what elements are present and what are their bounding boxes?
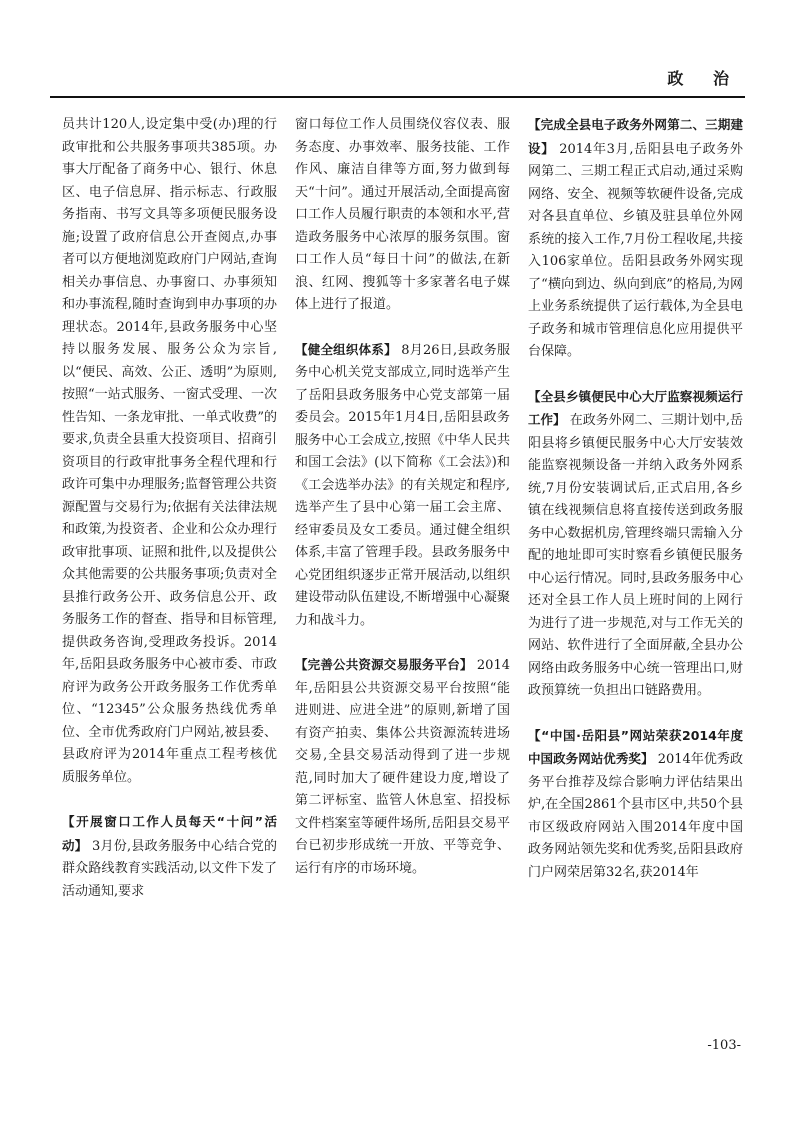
section-body: 2014年3月,岳阳县电子政务外网第二、三期工程正式启动,通过采购网络、安全、视频等软硬件设备,完成对各县直单位、乡镇及驻县单位外网系统的接入工作,7月份工程收尾,共接入106家单位。岳阳县政务外网实现了“横向到边、纵向到底”的格局,为网上业务系统提供了运行载体,为全县电子政务和城市管理信息化应用提供平台保障。: [528, 141, 743, 359]
section-body: 在政务外网二、三期计划中,岳阳县将乡镇便民服务中心大厅安装效能监察视频设备一并纳入政务外网系统,7月份安装调试后,正式启用,各乡镇在线视频信息将直接传送到政务服务中心数据机房,管理终端只需输入分配的地址即可实时察看乡镇便民服务中心运行情况。同时,县政务服务中心还对全县工作人员上班时间的上网行为进行了进一步规范,对与工作无关的网站、软件进行了全面屏蔽,全县办公网络由政务服务中心统一管理出口,财政预算统一负担出口链路费用。: [528, 413, 743, 698]
section-video-monitoring: [528, 386, 743, 703]
page-header-title: 政 治: [667, 69, 741, 88]
section-title: 【全县乡镇便民中心大厅监察视频运行工作】: [528, 388, 743, 427]
paragraph-continued: 窗口每位工作人员围绕仪容仪表、服务态度、办事效率、服务技能、工作作风、廉洁自律等方面,努力做到每天“十问”。通过开展活动,全面提高窗口工作人员履行职责的本领和水平,营造政务服务中心浓厚的服务氛围。窗口工作人员“每日十问”的做法,在新浪、红网、搜狐等十多家著名电子媒体上进行了报道。: [295, 117, 510, 312]
header-rule: [50, 96, 745, 98]
section-title: 【健全组织体系】: [295, 341, 397, 357]
section-body: 8月26日,县政务服务中心机关党支部成立,同时选举产生了岳阳县政务服务中心党支部第一届委员会。2015年1月4日,岳阳县政务服务中心工会成立,按照《中华人民共和国工会法》(以下简称《工会法》)和《工会选举办法》的有关规定和程序,选举产生了县中心第一届工会主席、经审委员及女工委员。通过健全组织体系,丰富了管理手段。县政务服务中心党团组织逐步正常开展活动,以组织建设带动队伍建设,不断增强中心凝聚力和战斗力。: [295, 342, 510, 628]
section-website-award: [528, 725, 743, 885]
section-body: 2014年,岳阳县公共资源交易平台按照“能进则进、应进全进”的原则,新增了国有资产拍卖、集体公共资源流转进场交易,全县交易活动得到了进一步规范,同时加大了硬件建设力度,增设了第二评标室、监管人休息室、招投标文件档案室等硬件场所,岳阳县交易平台已初步形成统一开放、平等竞争、运行有序的市场环境。: [295, 658, 510, 876]
section-organization-system: [295, 339, 510, 633]
section-title: 【开展窗口工作人员每天“十问”活动】: [62, 814, 277, 853]
section-public-resource-trading: [295, 654, 510, 880]
section-body: 2014年优秀政务平台推荐及综合影响力评估结果出炉,在全国2861个县市区中,共50个县市区级政府网站入围2014年度中国政务网站领先奖和优秀奖,岳阳县政府门户网荣居第32名,获2014年: [528, 752, 743, 880]
section-body: 3月份,县政务服务中心结合党的群众路线教育实践活动,以文件下发了活动通知,要求: [62, 838, 277, 899]
text-column-3: [528, 114, 743, 1019]
section-title: 【完成全县电子政务外网第二、三期建设】: [528, 117, 743, 156]
paragraph-intro: 员共计120人,设定集中受(办)理的行政审批和公共服务事项共385项。办事大厅配备了商务中心、银行、休息区、电子信息屏、指示标志、行政服务指南、书写文具等多项便民服务设施;设置了政府信息公开查阅点,办事者可以方便地浏览政府门户网站,查询相关办事信息、办事窗口、办事须知和办事流程,随时查询到申办事项的办理状态。2014年,县政务服务中心坚持以服务发展、服务公众为宗旨,以“便民、高效、公正、透明”为原则,按照“一站式服务、一窗式受理、一次性告知、一条龙审批、一单式收费”的要求,负责全县重大投资项目、招商引资项目的行政审批事务全程代理和行政许可集中办理服务;监督管理公共资源配置与交易行为;依据有关法律法规和政策,为投资者、企业和公众办理行政审批事项、证照和批件,以及提供公众其他需要的公共服务事项;负责对全县推行政务公开、政务信息公开、政务服务工作的督查、指导和目标管理,提供政务咨询,受理政务投诉。2014年,岳阳县政务服务中心被市委、市政府评为政务公开政务服务工作优秀单位、“12345”公众服务热线优秀单位、全市优秀政府门户网站,被县委、县政府评为2014年重点工程考核优质服务单位。: [62, 117, 277, 785]
text-column-1: [62, 114, 277, 1019]
section-title: 【完善公共资源交易服务平台】: [295, 657, 473, 672]
section-daily-ten-questions: [62, 811, 277, 903]
page-number: -103-: [707, 1038, 741, 1053]
section-title: 【“中国·岳阳县”网站荣获2014年度中国政务网站优秀奖】: [528, 727, 743, 766]
text-column-2: [295, 114, 510, 1019]
section-extranet-construction: [528, 114, 743, 364]
